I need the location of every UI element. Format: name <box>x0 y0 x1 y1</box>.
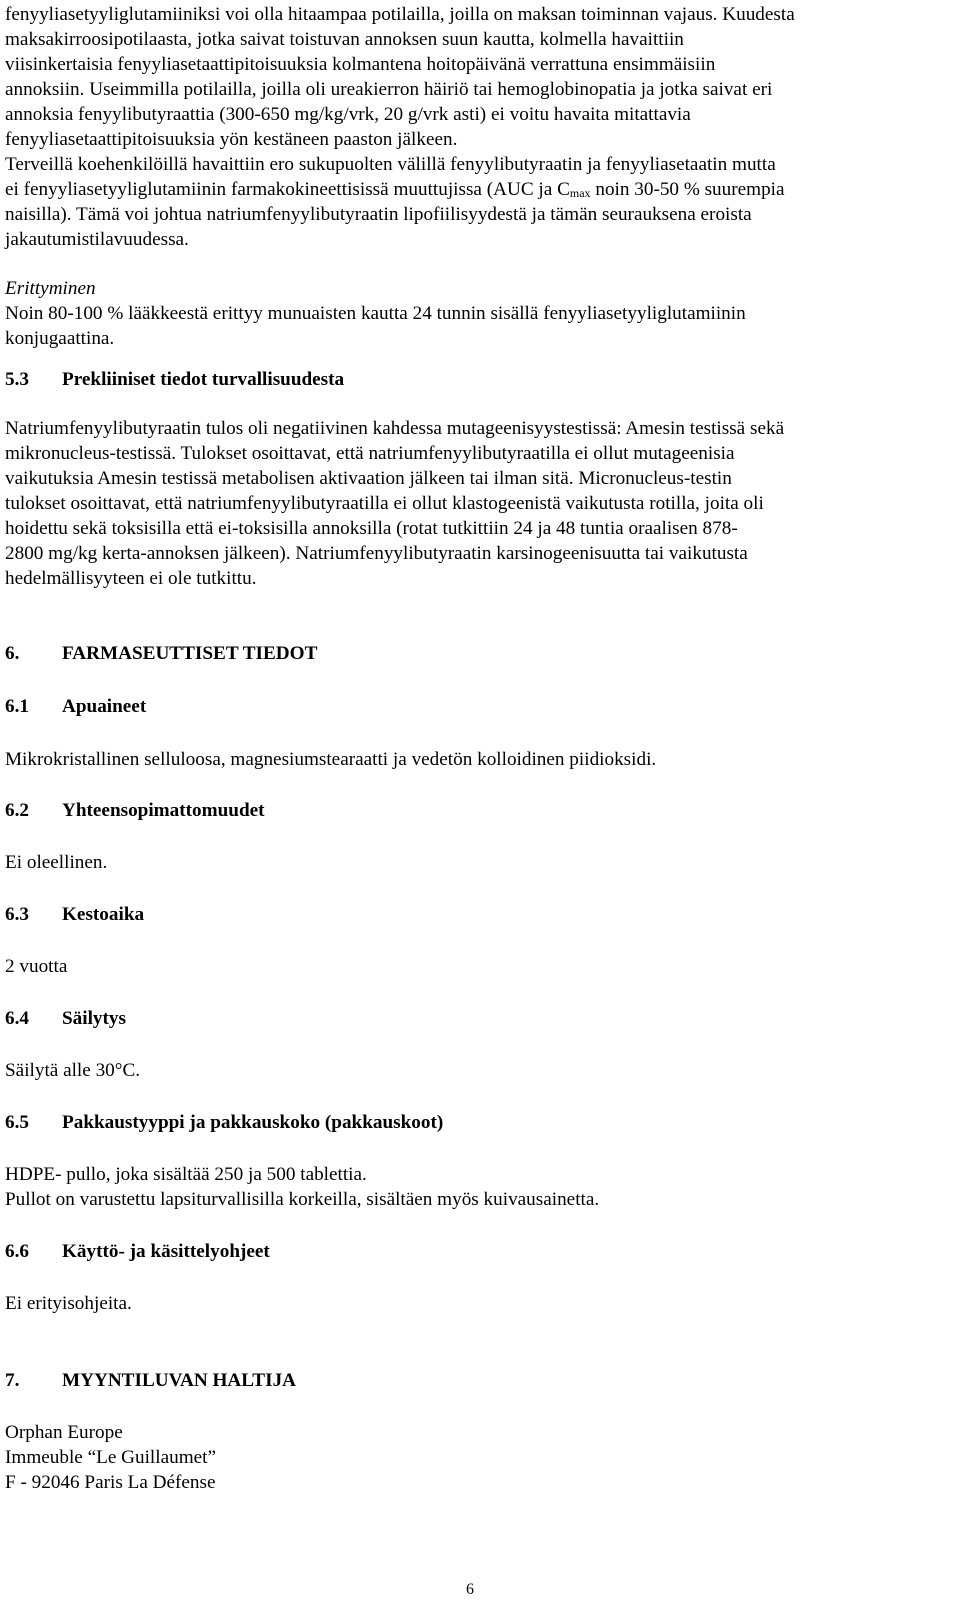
section-heading-6-3 <box>5 902 940 927</box>
text-line: Terveillä koehenkilöillä havaittiin ero sukupuolten välillä fenyylibutyraatin ja fenyyliasetaatin mutta <box>5 154 776 175</box>
package-text-line: HDPE- pullo, joka sisältää 250 ja 500 tablettia. <box>5 1164 367 1185</box>
section-title: FARMASEUTTISET TIEDOT <box>62 643 318 664</box>
page-number: 6 <box>466 1581 474 1598</box>
elimination-heading: Erittyminen <box>5 278 96 299</box>
section-title: Käyttö- ja käsittelyohjeet <box>62 1241 270 1262</box>
shelf-life-text: 2 vuotta <box>5 956 68 977</box>
text-line: fenyyliasetaattipitoisuuksia yön kestäneen paaston jälkeen. <box>5 129 458 150</box>
text-line: jakautumistilavuudessa. <box>5 229 189 250</box>
document-page <box>5 2 940 1495</box>
section-heading-6-4 <box>5 1006 940 1031</box>
text-line: Noin 80-100 % lääkkeestä erittyy munuaisten kautta 24 tunnin sisällä fenyyliasetyyliglutamiinin <box>5 303 746 324</box>
text-line: tulokset osoittavat, että natriumfenyylibutyraatilla ei ollut klastogeenistä vaikutusta rotilla, joita oli <box>5 493 764 514</box>
text-line: konjugaattina. <box>5 328 115 349</box>
section-number: 6.1 <box>5 696 29 717</box>
section-heading-6-2 <box>5 798 940 823</box>
section-number: 6.4 <box>5 1008 29 1029</box>
section-heading-5-3 <box>5 367 940 392</box>
pharmacokinetics-paragraph <box>5 2 940 152</box>
section-heading-7 <box>5 1368 940 1393</box>
section-title: Säilytys <box>62 1008 126 1029</box>
preclinical-paragraph <box>5 416 940 591</box>
gender-difference-paragraph <box>5 152 940 252</box>
section-number: 6. <box>5 643 20 664</box>
incompatibilities-text: Ei oleellinen. <box>5 852 108 873</box>
text-line: 2800 mg/kg kerta-annoksen jälkeen). Natriumfenyylibutyraatin karsinogeenisuutta tai vaikutusta <box>5 543 748 564</box>
section-title: Pakkaustyyppi ja pakkauskoko (pakkauskoot) <box>62 1112 444 1133</box>
text-line: annoksiin. Useimmilla potilailla, joilla oli ureakierron häiriö tai hemoglobinopatia ja jotka saivat eri <box>5 79 773 100</box>
text-line: fenyyliasetyyliglutamiiniksi voi olla hitaampaa potilailla, joilla on maksan toiminnan vajaus. Kuudesta <box>5 4 795 25</box>
address-line: Orphan Europe <box>5 1422 123 1443</box>
section-title: Yhteensopimattomuudet <box>62 800 265 821</box>
section-title: MYYNTILUVAN HALTIJA <box>62 1370 297 1391</box>
section-title: Prekliiniset tiedot turvallisuudesta <box>62 369 345 390</box>
text-line: Natriumfenyylibutyraatin tulos oli negatiivinen kahdessa mutageenisyystestissä: Amesin testissä sekä <box>5 418 785 439</box>
handling-text: Ei erityisohjeita. <box>5 1293 132 1314</box>
section-heading-6-5 <box>5 1110 940 1135</box>
section-heading-6-1 <box>5 694 940 719</box>
section-heading-6-6 <box>5 1239 940 1264</box>
text-fragment: ei fenyyliasetyyliglutamiinin farmakokineettisissä muuttujissa (AUC ja C <box>5 179 570 200</box>
package-text-line: Pullot on varustettu lapsiturvallisilla korkeilla, sisältäen myös kuivausainetta. <box>5 1189 600 1210</box>
subscript-max: max <box>569 186 591 200</box>
text-line: vaikutuksia Amesin testissä metabolisen aktivaation jälkeen tai ilman sitä. Micronucleus-testin <box>5 468 732 489</box>
section-number: 6.2 <box>5 800 29 821</box>
section-heading-6 <box>5 641 940 666</box>
text-line: maksakirroosipotilaasta, jotka saivat toistuvan annoksen suun kautta, kolmella havaittiin <box>5 29 684 50</box>
address-line: F - 92046 Paris La Défense <box>5 1472 216 1493</box>
text-line: annoksia fenyylibutyraattia (300-650 mg/kg/vrk, 20 g/vrk asti) ei voitu havaita mitattavia <box>5 104 691 125</box>
section-number: 5.3 <box>5 369 29 390</box>
storage-text: Säilytä alle 30°C. <box>5 1060 141 1081</box>
text-line-with-subscript <box>5 177 940 202</box>
text-fragment: noin 30-50 % suurempia <box>590 179 785 200</box>
text-line: hedelmällisyyteen ei ole tutkittu. <box>5 568 257 589</box>
marketing-holder-address <box>5 1420 940 1495</box>
section-number: 6.6 <box>5 1241 29 1262</box>
section-title: Apuaineet <box>62 696 147 717</box>
excipients-text: Mikrokristallinen selluloosa, magnesiumstearaatti ja vedetön kolloidinen piidioksidi. <box>5 749 657 770</box>
text-line: hoidettu sekä toksisilla että ei-toksisilla annoksilla (rotat tutkittiin 24 ja 48 tuntia oraalisen 878- <box>5 518 738 539</box>
section-number: 6.5 <box>5 1112 29 1133</box>
address-line: Immeuble “Le Guillaumet” <box>5 1447 216 1468</box>
section-number: 7. <box>5 1370 20 1391</box>
text-line: naisilla). Tämä voi johtua natriumfenyylibutyraatin lipofiilisyydestä ja tämän seurauksena eroista <box>5 204 752 225</box>
section-title: Kestoaika <box>62 904 145 925</box>
section-number: 6.3 <box>5 904 29 925</box>
text-line: viisinkertaisia fenyyliasetaattipitoisuuksia kolmantena hoitopäivänä verrattuna ensimmäisiin <box>5 54 716 75</box>
elimination-block <box>5 276 940 351</box>
text-line: mikronucleus-testissä. Tulokset osoittavat, että natriumfenyylibutyraatilla ei ollut mutageenisia <box>5 443 735 464</box>
